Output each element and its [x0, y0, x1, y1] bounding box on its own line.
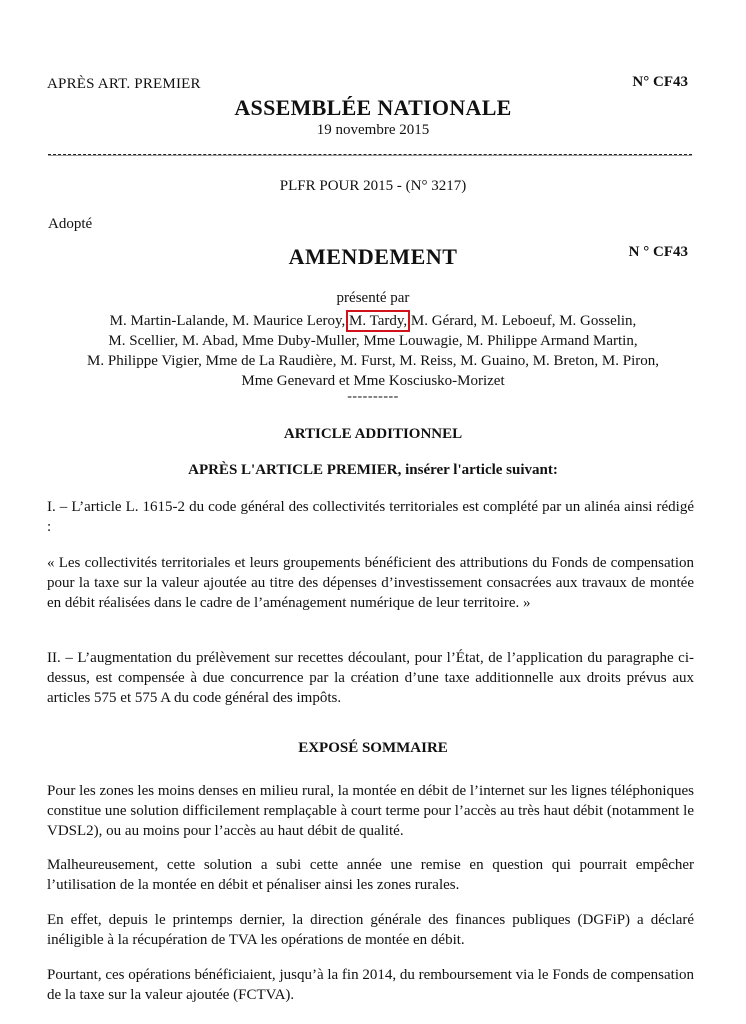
- author-name: M. Abad,: [181, 333, 239, 349]
- author-name: M. Breton,: [532, 353, 599, 369]
- author-name: M. Philippe Armand Martin,: [466, 333, 638, 349]
- author-name: Mme Genevard: [241, 373, 336, 389]
- document-date: 19 novembre 2015: [316, 122, 430, 138]
- author-name: M. Gosselin,: [559, 313, 637, 329]
- header-divider: [48, 154, 692, 155]
- author-name: M. Reiss,: [399, 353, 457, 369]
- author-name: M. Martin-Lalande,: [109, 313, 229, 329]
- adoption-status: Adopté: [48, 216, 93, 232]
- amendment-title: AMENDEMENT: [288, 244, 458, 269]
- article-instruction: APRÈS L'ARTICLE PREMIER, insérer l'article suivant:: [188, 462, 558, 478]
- article-position: APRÈS ART. PREMIER: [47, 76, 201, 92]
- author-name: M. Maurice Leroy,: [232, 313, 346, 329]
- author-name: M. Philippe Vigier,: [87, 353, 202, 369]
- assembly-title: ASSEMBLÉE NATIONALE: [234, 95, 512, 120]
- author-name: M. Leboeuf,: [480, 313, 556, 329]
- author-name-highlighted: M. Tardy,: [349, 313, 408, 329]
- header-amendment-number: N° CF43: [632, 74, 688, 90]
- author-conjunction: et: [338, 373, 350, 389]
- summary-paragraph-4: Pourtant, ces opérations bénéficiaient, jusqu’à la fin 2014, du remboursement via le Fonds de compensation de la taxe sur la valeur ajoutée (FCTVA).: [47, 967, 694, 1003]
- summary-paragraph-2: Malheureusement, cette solution a subi cette année une remise en question qui pourrait empêcher l’utilisation de la montée en débit et pénaliser ainsi les zones rurales.: [47, 857, 694, 893]
- summary-paragraph-3: En effet, depuis le printemps dernier, la direction générale des finances publiques (DGFiP) a déclaré inéligible à la récupération de TVA les opérations de montée en débit.: [47, 912, 694, 948]
- article-paragraph-1: I. – L’article L. 1615-2 du code général des collectivités territoriales est complété par un alinéa ainsi rédigé :: [47, 499, 694, 535]
- bill-reference: PLFR POUR 2015 - (N° 3217): [279, 178, 467, 194]
- author-name: M. Guaino,: [460, 353, 529, 369]
- author-name: Mme de La Raudière,: [205, 353, 337, 369]
- author-name: M. Scellier,: [108, 333, 179, 349]
- author-name: M. Gérard,: [410, 313, 478, 329]
- author-name: Mme Kosciusko-Morizet: [353, 373, 505, 389]
- author-name: M. Piron,: [601, 353, 659, 369]
- author-list: [40, 311, 706, 391]
- presented-by-label: présenté par: [336, 290, 410, 306]
- article-paragraph-3: II. – L’augmentation du prélèvement sur recettes découlant, pour l’État, de l’application du paragraphe ci-dessus, est compensée à due concurrence par la création d’une taxe additionnelle aux droits prévus aux articles 575 et 575 A du code général des impôts.: [47, 650, 694, 706]
- author-name: Mme Duby-Muller,: [241, 333, 360, 349]
- authors-separator: ----------: [347, 389, 399, 404]
- summary-heading: EXPOSÉ SOMMAIRE: [298, 740, 448, 756]
- author-name: M. Furst,: [340, 353, 396, 369]
- summary-paragraph-1: Pour les zones les moins denses en milieu rural, la montée en débit de l’internet sur les lignes téléphoniques constitue une solution difficilement remplaçable à court terme pour l’accès au très haut débit (notamment le VDSL2), ou au moins pour l’accès au haut débit de qualité.: [47, 783, 694, 839]
- amendment-number: N ° CF43: [628, 244, 688, 260]
- article-paragraph-2: « Les collectivités territoriales et leurs groupements bénéficient des attributions du Fonds de compensation pour la taxe sur la valeur ajoutée au titre des dépenses d’investissement consacrées aux travaux de montée en débit réalisées dans le cadre de l’aménagement numérique de leur territoire. »: [47, 555, 694, 611]
- article-heading: ARTICLE ADDITIONNEL: [283, 426, 463, 442]
- author-name: Mme Louwagie,: [363, 333, 463, 349]
